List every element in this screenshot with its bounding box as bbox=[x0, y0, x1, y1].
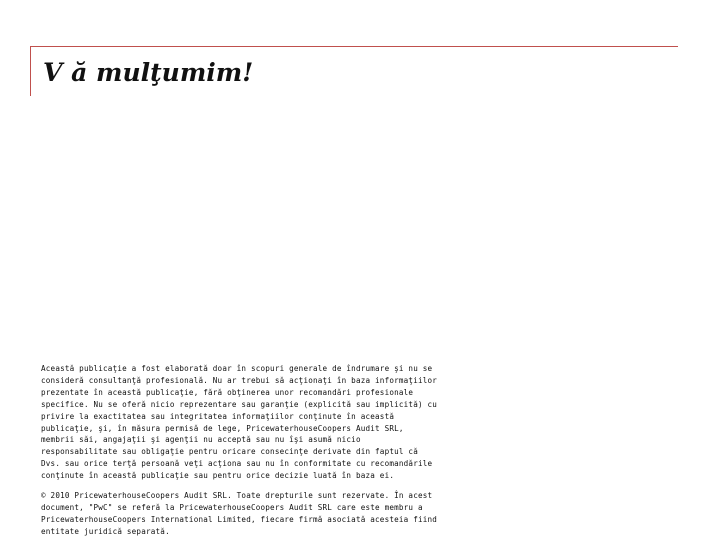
disclaimer-block bbox=[41, 363, 441, 538]
disclaimer-text: Această publicaţie a fost elaborată doar în scopuri generale de îndrumare şi nu se consideră consultanţă profesională. Nu ar trebui să acţionaţi în baza informaţiilor prezentate în această publicaţie, fără obţinerea unor recomandări profesionale specifice. Nu se oferă nicio reprezentare sau garanţie (explicită sau implicită) cu privire la exactitatea sau integritatea informaţiilor conţinute în această publicaţie, şi, în măsura permisă de lege, PricewaterhouseCoopers Audit SRL, membrii săi, angajaţii şi agenţii nu acceptă sau nu îşi asumă nicio responsabilitate sau obligaţie pentru oricare consecinţe derivate din faptul că Dvs. sau orice terţă persoană veţi acţiona sau nu în conformitate cu recomandările conţinute în această publicaţie sau pentru orice decizie luată în baza ei. bbox=[41, 364, 438, 481]
header-rule-top bbox=[30, 46, 678, 47]
header-rule-left bbox=[30, 46, 31, 96]
slide-title: V ă mulţumim! bbox=[43, 58, 254, 87]
copyright-text: © 2010 PricewaterhouseCoopers Audit SRL. Toate drepturile sunt rezervate. În acest document, "PwC" se referă la PricewaterhouseCoopers Audit SRL care este membru a PricewaterhouseCoopers International Limited, fiecare firmă asociată acesteia fiind entitate juridică separată. bbox=[41, 491, 438, 536]
